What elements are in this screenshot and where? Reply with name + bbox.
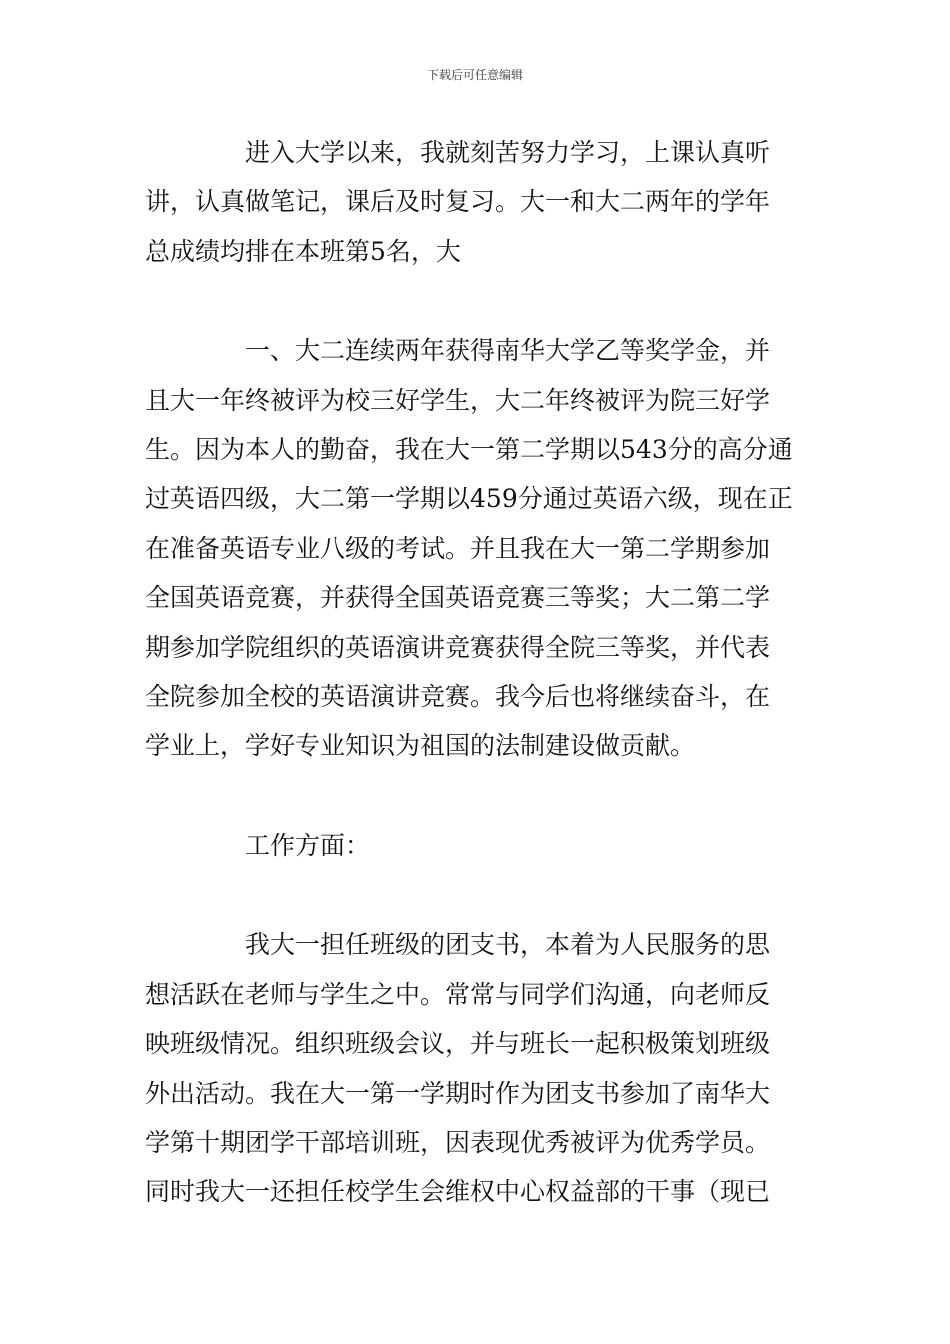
text-line: 全院参加全校的英语演讲竞赛。我今后也将继续奋斗，在 [145, 682, 771, 712]
text-line: 想活跃在老师与学生之中。常常与同学们沟通，向老师反 [145, 979, 771, 1009]
text-line: 一、大二连续两年获得南华大学乙等奖学金，并 [245, 336, 771, 366]
text-line: 生。因为本人的勤奋，我在大一第二学期以543分的高分通 [145, 435, 793, 465]
text-line: 外出活动。我在大一第一学期时作为团支书参加了南华大 [145, 1078, 771, 1108]
text-line: 我大一担任班级的团支书，本着为人民服务的思 [245, 930, 771, 960]
paragraph-gap [145, 870, 810, 920]
text-line: 期参加学院组织的英语演讲竞赛获得全院三等奖，并代表 [145, 632, 771, 662]
paragraph-study [145, 128, 810, 276]
text-line: 在准备英语专业八级的考试。并且我在大一第二学期参加 [145, 533, 771, 563]
text-line: 映班级情况。组织班级会议，并与班长一起积极策划班级 [145, 1029, 771, 1059]
paragraph-work [145, 920, 810, 1216]
paragraph-gap [145, 771, 810, 821]
document-body [145, 128, 810, 1217]
text-line: 进入大学以来，我就刻苦努力学习，上课认真听 [245, 138, 771, 167]
section-heading-work: 工作方面： [245, 830, 371, 860]
paragraph-awards [145, 326, 810, 771]
text-line: 学业上，学好专业知识为祖国的法制建设做贡献。 [145, 731, 696, 761]
text-line: 过英语四级，大二第一学期以459分通过英语六级，现在正 [145, 484, 793, 514]
text-line: 学第十期团学干部培训班，因表现优秀被评为优秀学员。 [145, 1127, 771, 1157]
paragraph-gap [145, 276, 810, 326]
text-line: 且大一年终被评为校三好学生，大二年终被评为院三好学 [145, 385, 771, 415]
text-line: 总成绩均排在本班第5名，大 [145, 236, 461, 266]
text-line: 讲，认真做笔记，课后及时复习。大一和大二两年的学年 [145, 187, 771, 217]
text-line: 同时我大一还担任校学生会维权中心权益部的干事（现已 [145, 1177, 771, 1207]
page-header-note: 下载后可任意编辑 [426, 68, 523, 82]
text-line: 全国英语竞赛，并获得全国英语竞赛三等奖；大二第二学 [145, 583, 771, 613]
